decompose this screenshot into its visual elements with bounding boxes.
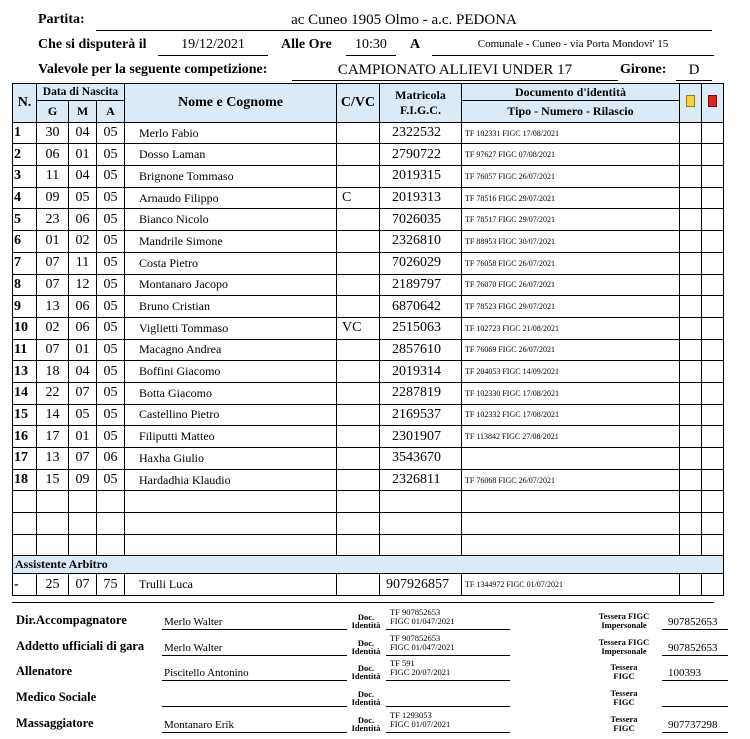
- player-doc: TF 76068 FIGC 26/07/2021: [462, 469, 680, 491]
- staff-doc-label: Doc. Identità: [351, 689, 381, 707]
- yellow-card-icon: [686, 95, 695, 107]
- player-name: Macagno Andrea: [125, 339, 337, 361]
- player-matricola: 2287819: [380, 382, 462, 404]
- red-card-cell: [702, 404, 724, 426]
- player-name: Boffini Giacomo: [125, 361, 337, 383]
- a-label: A: [410, 37, 421, 52]
- red-card-cell: [702, 469, 724, 491]
- girone-value: D: [676, 62, 712, 81]
- player-number: 15: [13, 404, 37, 426]
- birth-month: 07: [69, 382, 97, 404]
- assistente-row: [13, 574, 724, 596]
- table-row: [13, 361, 724, 383]
- player-name: Dosso Laman: [125, 144, 337, 166]
- col-yellow: [680, 84, 702, 123]
- staff-name: Merlo Walter: [162, 640, 347, 656]
- player-matricola: 7026035: [380, 209, 462, 231]
- player-cvc: C: [337, 187, 380, 209]
- staff-doc-label: Doc. Identità: [351, 612, 381, 630]
- yellow-card-cell: [680, 317, 702, 339]
- yellow-card-cell: [680, 339, 702, 361]
- empty-cell: [97, 491, 125, 513]
- player-cvc: [337, 361, 380, 383]
- staff-tessera-label: Tessera FIGC: [610, 688, 638, 707]
- red-card-icon: [708, 95, 717, 107]
- birth-year: 05: [97, 404, 125, 426]
- player-number: 18: [13, 469, 37, 491]
- assistente-matricola: 907926857: [380, 574, 462, 596]
- player-cvc: [337, 274, 380, 296]
- empty-cell: [337, 513, 380, 535]
- player-cvc: [337, 166, 380, 188]
- birth-year: 05: [97, 469, 125, 491]
- staff-doc-label: Doc. Identità: [351, 638, 381, 656]
- birth-day: 14: [37, 404, 69, 426]
- empty-cell: [37, 491, 69, 513]
- yellow-card-cell: [680, 404, 702, 426]
- staff-tessera-label: Tessera FIGC: [610, 714, 638, 733]
- birth-day: 15: [37, 469, 69, 491]
- staff-doc-value: TF 1293053 FIGC 01/07/2021: [386, 711, 510, 733]
- empty-cell: [462, 534, 680, 556]
- birth-day: 07: [37, 252, 69, 274]
- player-matricola: 2169537: [380, 404, 462, 426]
- empty-cell: [13, 534, 37, 556]
- player-name: Mandrile Simone: [125, 231, 337, 253]
- red-card-cell: [702, 426, 724, 448]
- staff-row: [12, 632, 718, 658]
- player-doc: TF 88953 FIGC 30/07/2021: [462, 231, 680, 253]
- staff-name: [162, 691, 347, 707]
- yellow-card-cell: [680, 231, 702, 253]
- red-card-cell: [702, 231, 724, 253]
- player-number: 13: [13, 361, 37, 383]
- birth-year: 05: [97, 274, 125, 296]
- player-number: 5: [13, 209, 37, 231]
- player-number: 9: [13, 296, 37, 318]
- birth-day: 30: [37, 122, 69, 144]
- empty-cell: [69, 491, 97, 513]
- player-name: Filiputti Matteo: [125, 426, 337, 448]
- assistente-a: 75: [97, 574, 125, 596]
- empty-row: [13, 491, 724, 513]
- red-card-cell: [702, 274, 724, 296]
- birth-day: 18: [37, 361, 69, 383]
- player-number: 4: [13, 187, 37, 209]
- empty-cell: [125, 513, 337, 535]
- staff-name: Piscitello Antonino: [162, 665, 347, 681]
- player-doc: TF 76058 FIGC 26/07/2021: [462, 252, 680, 274]
- player-matricola: 2301907: [380, 426, 462, 448]
- player-number: 16: [13, 426, 37, 448]
- birth-month: 09: [69, 469, 97, 491]
- red-card-cell: [702, 166, 724, 188]
- player-cvc: [337, 231, 380, 253]
- birth-year: 05: [97, 209, 125, 231]
- player-doc: TF 97627 FIGC 07/08/2021: [462, 144, 680, 166]
- staff-row: [12, 657, 714, 683]
- player-cvc: [337, 296, 380, 318]
- player-doc: TF 76069 FIGC 26/07/2021: [462, 339, 680, 361]
- yellow-card-cell: [680, 361, 702, 383]
- table-row: [13, 448, 724, 470]
- player-number: 2: [13, 144, 37, 166]
- competition: CAMPIONATO ALLIEVI UNDER 17: [292, 62, 618, 81]
- partita-value: ac Cuneo 1905 Olmo - a.c. PEDONA: [96, 12, 712, 31]
- staff-role: Addetto ufficiali di gara: [16, 639, 145, 653]
- staff-tessera-value: [662, 691, 728, 707]
- player-name: Hardadhia Klaudio: [125, 469, 337, 491]
- girone-label: Girone:: [620, 62, 667, 77]
- staff-tessera-label: Tessera FIGC Impersonale: [598, 611, 650, 630]
- red-card-cell: [702, 296, 724, 318]
- empty-cell: [702, 491, 724, 513]
- col-name: Nome e Cognome: [125, 84, 337, 123]
- table-row: [13, 317, 724, 339]
- birth-day: 13: [37, 296, 69, 318]
- player-matricola: 2189797: [380, 274, 462, 296]
- yellow-card-cell: [680, 469, 702, 491]
- assistente-n: -: [13, 574, 37, 596]
- birth-year: 05: [97, 317, 125, 339]
- assistente-label: Assistente Arbitro: [13, 556, 724, 574]
- player-name: Castellino Pietro: [125, 404, 337, 426]
- player-name: Montanaro Jacopo: [125, 274, 337, 296]
- player-matricola: 2790722: [380, 144, 462, 166]
- staff-row: [12, 709, 718, 735]
- staff-doc-value: TF 907852653 FIGC 01/047/2021: [386, 608, 510, 630]
- yellow-card-cell: [680, 209, 702, 231]
- player-number: 11: [13, 339, 37, 361]
- yellow-card-cell: [680, 252, 702, 274]
- player-cvc: [337, 144, 380, 166]
- red-card-cell: [702, 317, 724, 339]
- birth-year: 05: [97, 231, 125, 253]
- birth-year: 05: [97, 252, 125, 274]
- birth-month: 11: [69, 252, 97, 274]
- player-doc: TF 102330 FIGC 17/08/2021: [462, 382, 680, 404]
- empty-cell: [97, 513, 125, 535]
- player-name: Merlo Fabio: [125, 122, 337, 144]
- assistente-g: 25: [37, 574, 69, 596]
- player-cvc: [337, 339, 380, 361]
- table-row: [13, 339, 724, 361]
- empty-cell: [380, 534, 462, 556]
- staff-name: Merlo Walter: [162, 614, 347, 630]
- col-g: G: [37, 101, 69, 123]
- birth-month: 01: [69, 339, 97, 361]
- birth-year: 05: [97, 144, 125, 166]
- empty-cell: [680, 491, 702, 513]
- staff-doc-label: Doc. Identità: [351, 715, 381, 733]
- empty-cell: [37, 534, 69, 556]
- staff-doc-label: Doc. Identità: [351, 663, 381, 681]
- empty-cell: [13, 491, 37, 513]
- assistente-cvc: [337, 574, 380, 596]
- player-cvc: [337, 469, 380, 491]
- col-cvc: C/VC: [337, 84, 380, 123]
- disputa-label: Che si disputerà il: [38, 37, 147, 52]
- birth-month: 01: [69, 426, 97, 448]
- player-matricola: 6870642: [380, 296, 462, 318]
- birth-year: 05: [97, 187, 125, 209]
- player-number: 7: [13, 252, 37, 274]
- yellow-card-cell: [680, 274, 702, 296]
- birth-day: 01: [37, 231, 69, 253]
- col-doc-sub: Tipo - Numero - Rilascio: [462, 101, 680, 123]
- player-name: Brignone Tommaso: [125, 166, 337, 188]
- player-cvc: [337, 426, 380, 448]
- player-matricola: 2019315: [380, 166, 462, 188]
- staff-divider: [12, 602, 714, 603]
- col-a: A: [97, 101, 125, 123]
- birth-day: 02: [37, 317, 69, 339]
- player-number: 10: [13, 317, 37, 339]
- player-matricola: 2515063: [380, 317, 462, 339]
- empty-cell: [125, 534, 337, 556]
- player-matricola: 7026029: [380, 252, 462, 274]
- player-doc: TF 102331 FIGC 17/08/2021: [462, 122, 680, 144]
- birth-month: 05: [69, 404, 97, 426]
- empty-cell: [380, 491, 462, 513]
- player-matricola: 2326811: [380, 469, 462, 491]
- red-card-cell: [702, 187, 724, 209]
- empty-cell: [125, 491, 337, 513]
- staff-doc-value: [386, 685, 510, 707]
- birth-month: 04: [69, 361, 97, 383]
- player-cvc: [337, 448, 380, 470]
- birth-day: 11: [37, 166, 69, 188]
- ore-label: Alle Ore: [281, 37, 332, 52]
- red-card-cell: [702, 382, 724, 404]
- assistente-m: 07: [69, 574, 97, 596]
- player-doc: TF 113842 FIGC 27/08/2021: [462, 426, 680, 448]
- player-cvc: [337, 209, 380, 231]
- player-matricola: 2019314: [380, 361, 462, 383]
- col-m: M: [69, 101, 97, 123]
- yellow-card-cell: [680, 382, 702, 404]
- assistente-doc: TF 1344972 FIGC 01/07/2021: [462, 574, 680, 596]
- table-row: [13, 252, 724, 274]
- birth-year: 05: [97, 426, 125, 448]
- table-row: [13, 469, 724, 491]
- birth-month: 01: [69, 144, 97, 166]
- staff-role: Allenatore: [16, 664, 73, 678]
- table-row: [13, 426, 724, 448]
- birth-month: 04: [69, 122, 97, 144]
- birth-month: 06: [69, 317, 97, 339]
- player-name: Bianco Nicolo: [125, 209, 337, 231]
- staff-tessera-value: 907852653: [662, 614, 728, 630]
- player-cvc: [337, 382, 380, 404]
- assistente-red: [702, 574, 724, 596]
- player-cvc: [337, 122, 380, 144]
- empty-cell: [69, 513, 97, 535]
- staff-doc-value: TF 591 FIGC 20/07/2021: [386, 659, 510, 681]
- red-card-cell: [702, 448, 724, 470]
- birth-day: 07: [37, 274, 69, 296]
- birth-month: 04: [69, 166, 97, 188]
- birth-day: 06: [37, 144, 69, 166]
- table-row: [13, 274, 724, 296]
- player-doc: TF 76070 FIGC 26/07/2021: [462, 274, 680, 296]
- table-row: [13, 404, 724, 426]
- birth-year: 06: [97, 448, 125, 470]
- empty-cell: [37, 513, 69, 535]
- assistente-yellow: [680, 574, 702, 596]
- birth-year: 05: [97, 166, 125, 188]
- player-matricola: 2857610: [380, 339, 462, 361]
- empty-cell: [680, 513, 702, 535]
- player-number: 6: [13, 231, 37, 253]
- player-number: 3: [13, 166, 37, 188]
- player-doc: TF 102332 FIGC 17/08/2021: [462, 404, 680, 426]
- staff-doc-value: TF 907852653 FIGC 01/047/2021: [386, 634, 510, 656]
- empty-cell: [702, 513, 724, 535]
- player-doc: TF 78516 FIGC 29/07/2021: [462, 187, 680, 209]
- birth-day: 09: [37, 187, 69, 209]
- table-row: [13, 166, 724, 188]
- birth-day: 23: [37, 209, 69, 231]
- yellow-card-cell: [680, 296, 702, 318]
- staff-tessera-value: 100393: [662, 665, 728, 681]
- birth-year: 05: [97, 361, 125, 383]
- player-cvc: VC: [337, 317, 380, 339]
- player-name: Bruno Cristian: [125, 296, 337, 318]
- birth-month: 02: [69, 231, 97, 253]
- player-cvc: [337, 404, 380, 426]
- player-name: Botta Giacomo: [125, 382, 337, 404]
- player-matricola: 2019313: [380, 187, 462, 209]
- yellow-card-cell: [680, 187, 702, 209]
- player-number: 14: [13, 382, 37, 404]
- table-row: [13, 144, 724, 166]
- player-doc: TF 204053 FIGC 14/09/2021: [462, 361, 680, 383]
- col-doc: Documento d'identità: [462, 84, 680, 101]
- empty-cell: [462, 513, 680, 535]
- player-name: Arnaudo Filippo: [125, 187, 337, 209]
- table-row: [13, 122, 724, 144]
- birth-year: 05: [97, 296, 125, 318]
- yellow-card-cell: [680, 448, 702, 470]
- table-row: [13, 382, 724, 404]
- staff-tessera-label: Tessera FIGC: [610, 662, 638, 681]
- birth-day: 22: [37, 382, 69, 404]
- empty-cell: [337, 491, 380, 513]
- birth-month: 06: [69, 209, 97, 231]
- player-doc: [462, 448, 680, 470]
- empty-cell: [462, 491, 680, 513]
- valevole-label: Valevole per la seguente competizione:: [38, 62, 268, 77]
- table-row: [13, 209, 724, 231]
- player-matricola: 2326810: [380, 231, 462, 253]
- player-cvc: [337, 252, 380, 274]
- table-row: [13, 187, 724, 209]
- staff-row: [12, 683, 714, 709]
- red-card-cell: [702, 209, 724, 231]
- birth-day: 07: [37, 339, 69, 361]
- partita-label: Partita:: [38, 12, 85, 27]
- birth-year: 05: [97, 382, 125, 404]
- player-doc: TF 76057 FIGC 26/07/2021: [462, 166, 680, 188]
- match-time: 10:30: [346, 37, 396, 56]
- player-number: 17: [13, 448, 37, 470]
- yellow-card-cell: [680, 122, 702, 144]
- staff-role: Medico Sociale: [16, 690, 97, 704]
- staff-tessera-label: Tessera FIGC Impersonale: [598, 637, 650, 656]
- birth-month: 07: [69, 448, 97, 470]
- col-n: N.: [13, 84, 37, 123]
- col-birth: Data di Nascita: [37, 84, 125, 101]
- table-row: [13, 296, 724, 318]
- venue: Comunale - Cuneo - via Porta Mondovi' 15: [432, 37, 714, 56]
- red-card-cell: [702, 122, 724, 144]
- red-card-cell: [702, 252, 724, 274]
- staff-name: Montanaro Erik: [162, 717, 347, 733]
- empty-cell: [702, 534, 724, 556]
- empty-cell: [97, 534, 125, 556]
- col-red: [702, 84, 724, 123]
- staff-row: [12, 606, 718, 632]
- player-matricola: 2322532: [380, 122, 462, 144]
- yellow-card-cell: [680, 426, 702, 448]
- yellow-card-cell: [680, 144, 702, 166]
- red-card-cell: [702, 361, 724, 383]
- assistente-name: Trulli Luca: [125, 574, 337, 596]
- birth-month: 05: [69, 187, 97, 209]
- empty-cell: [337, 534, 380, 556]
- empty-cell: [69, 534, 97, 556]
- empty-cell: [13, 513, 37, 535]
- player-name: Viglietti Tommaso: [125, 317, 337, 339]
- empty-row: [13, 513, 724, 535]
- col-matricola: Matricola F.I.G.C.: [380, 84, 462, 123]
- birth-month: 12: [69, 274, 97, 296]
- birth-day: 13: [37, 448, 69, 470]
- empty-row: [13, 534, 724, 556]
- birth-year: 05: [97, 339, 125, 361]
- player-name: Haxha Giulio: [125, 448, 337, 470]
- players-table: [12, 83, 724, 596]
- staff-role: Massaggiatore: [16, 716, 94, 730]
- player-doc: TF 78523 FIGC 29/07/2021: [462, 296, 680, 318]
- empty-cell: [380, 513, 462, 535]
- birth-day: 17: [37, 426, 69, 448]
- red-card-cell: [702, 339, 724, 361]
- staff-tessera-value: 907737298: [662, 717, 728, 733]
- player-doc: TF 78517 FIGC 29/07/2021: [462, 209, 680, 231]
- staff-tessera-value: 907852653: [662, 640, 728, 656]
- player-number: 8: [13, 274, 37, 296]
- empty-cell: [680, 534, 702, 556]
- player-doc: TF 102723 FIGC 21/08/2021: [462, 317, 680, 339]
- table-row: [13, 231, 724, 253]
- red-card-cell: [702, 144, 724, 166]
- player-name: Costa Pietro: [125, 252, 337, 274]
- staff-role: Dir.Accompagnatore: [16, 613, 127, 627]
- player-number: 1: [13, 122, 37, 144]
- player-matricola: 3543670: [380, 448, 462, 470]
- birth-year: 05: [97, 122, 125, 144]
- match-date: 19/12/2021: [158, 37, 268, 56]
- yellow-card-cell: [680, 166, 702, 188]
- birth-month: 06: [69, 296, 97, 318]
